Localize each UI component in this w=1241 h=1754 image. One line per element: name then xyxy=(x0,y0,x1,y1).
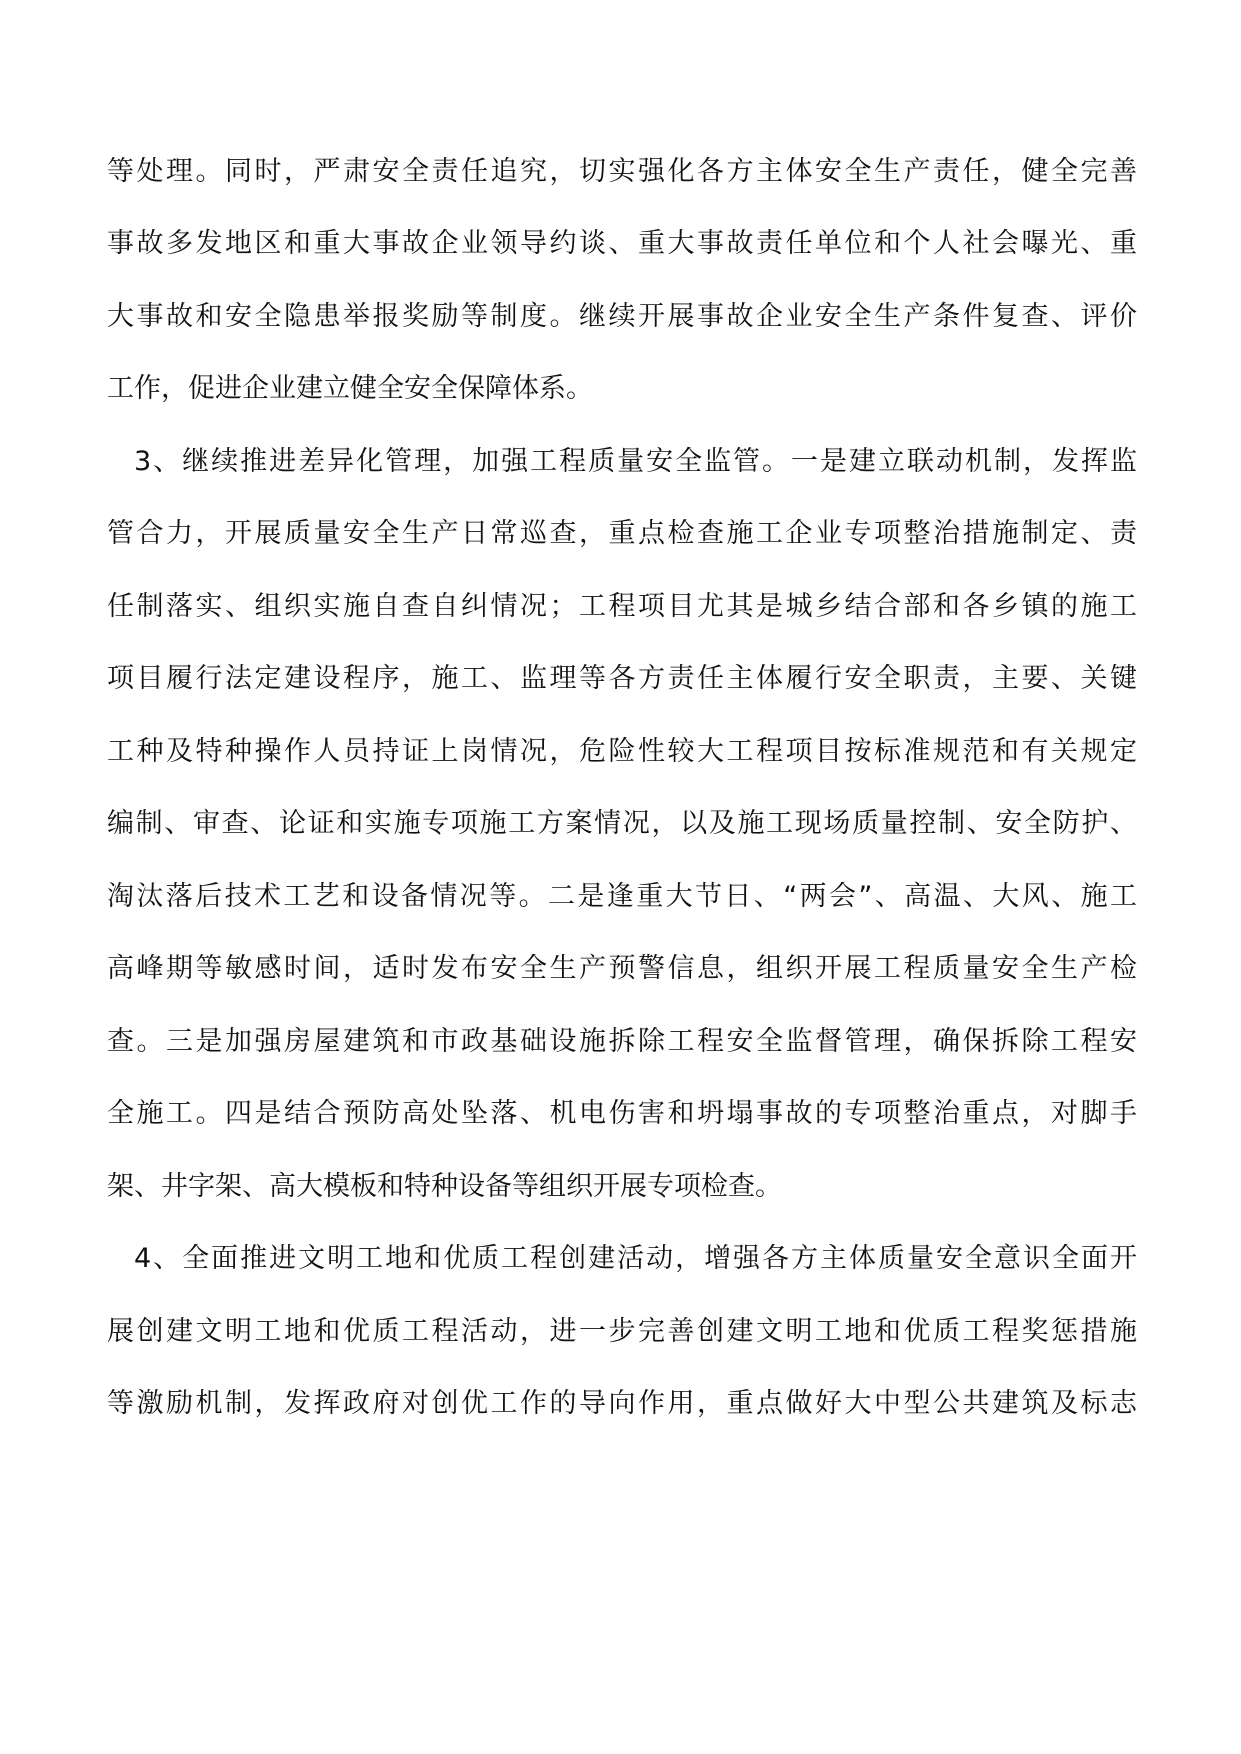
text-line-17: 展创建文明工地和优质工程活动，进一步完善创建文明工地和优质工程奖惩措施 xyxy=(107,1316,1137,1347)
text-line-11: 淘汰落后技术工艺和设备情况等。二是逢重大节日、“两会”、高温、大风、施工 xyxy=(107,881,1137,912)
text-line-10: 编制、审查、论证和实施专项施工方案情况，以及施工现场质量控制、安全防护、 xyxy=(107,808,1137,839)
text-line-14: 全施工。四是结合预防高处坠落、机电伤害和坍塌事故的专项整治重点，对脚手 xyxy=(107,1098,1137,1129)
text-line-4: 工作，促进企业建立健全安全保障体系。 xyxy=(107,373,593,404)
text-line-2: 事故多发地区和重大事故企业领导约谈、重大事故责任单位和个人社会曝光、重 xyxy=(107,228,1137,259)
text-line-9: 工种及特种操作人员持证上岗情况，危险性较大工程项目按标准规范和有关规定 xyxy=(107,736,1137,767)
text-line-15: 架、井字架、高大模板和特种设备等组织开展专项检查。 xyxy=(107,1171,782,1202)
text-line-8: 项目履行法定建设程序，施工、监理等各方责任主体履行安全职责，主要、关键 xyxy=(107,663,1137,694)
text-line-3: 大事故和安全隐患举报奖励等制度。继续开展事故企业安全生产条件复查、评价 xyxy=(107,301,1137,332)
text-line-13: 查。三是加强房屋建筑和市政基础设施拆除工程安全监督管理，确保拆除工程安 xyxy=(107,1026,1137,1057)
text-line-12: 高峰期等敏感时间，适时发布安全生产预警信息，组织开展工程质量安全生产检 xyxy=(107,953,1137,984)
text-line-7: 任制落实、组织实施自查自纠情况；工程项目尤其是城乡结合部和各乡镇的施工 xyxy=(107,591,1137,622)
text-line-5: 3、继续推进差异化管理，加强工程质量安全监管。一是建立联动机制，发挥监 xyxy=(134,446,1137,477)
text-line-6: 管合力，开展质量安全生产日常巡查，重点检查施工企业专项整治措施制定、责 xyxy=(107,518,1137,549)
text-line-16: 4、全面推进文明工地和优质工程创建活动，增强各方主体质量安全意识全面开 xyxy=(134,1243,1137,1274)
text-line-1: 等处理。同时，严肃安全责任追究，切实强化各方主体安全生产责任，健全完善 xyxy=(107,156,1137,187)
text-line-18: 等激励机制，发挥政府对创优工作的导向作用，重点做好大中型公共建筑及标志 xyxy=(107,1388,1137,1419)
